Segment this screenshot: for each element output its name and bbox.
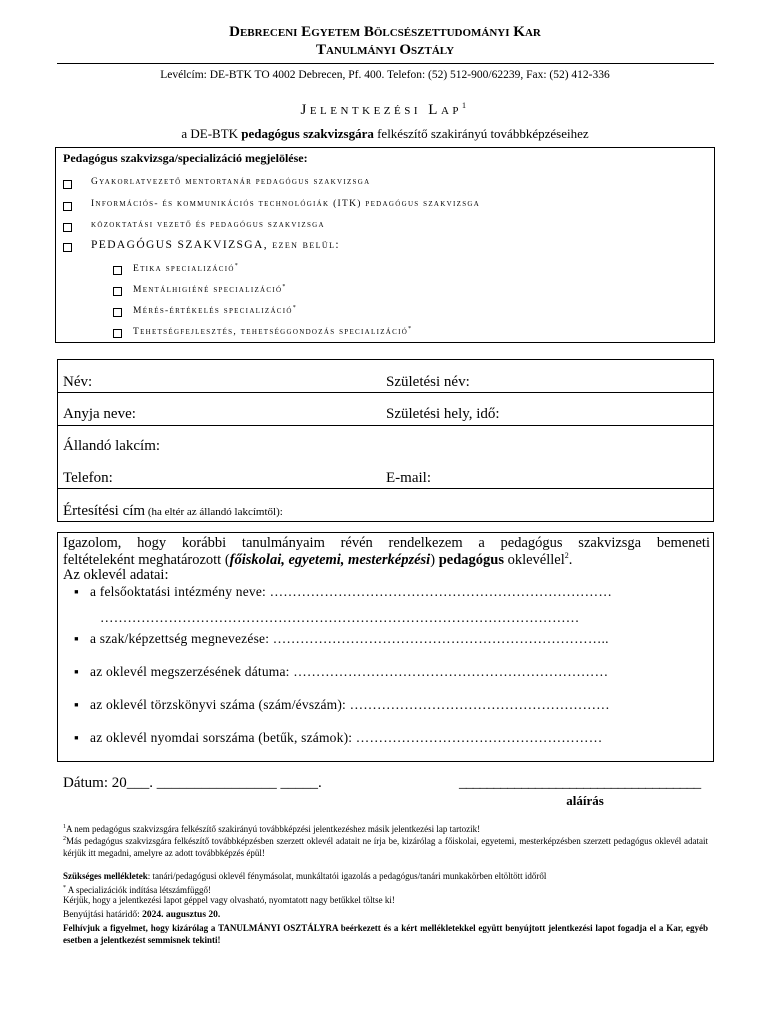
certification-line-1: Igazolom, hogy korábbi tanulmányaim révén rendelkezem a pedagógus szakvizsga bemeneti <box>63 535 710 551</box>
suboption-mentalhigiene-label: Mentálhigiéné specializáció* <box>133 284 287 296</box>
checkbox-meres-ertekeles[interactable] <box>113 308 122 317</box>
institution-name-continuation[interactable]: …………………………………………………………………………………………… <box>100 610 580 625</box>
selection-heading: Pedagógus szakvizsga/specializáció megjelölése: <box>63 151 308 165</box>
notification-address-note: (ha eltér az állandó lakcímtől): <box>145 506 283 518</box>
checkbox-pedagogus[interactable] <box>63 243 72 252</box>
title-footnote-ref: 1 <box>462 101 470 110</box>
institution-name: Debreceni Egyetem Bölcsészettudományi Kar <box>229 24 541 40</box>
permanent-address-field[interactable]: Állandó lakcím: <box>63 438 161 454</box>
subtitle-pre: a DE-BTK <box>181 126 242 141</box>
footnote-1: $^1$A nem pedagógus szakvizsgára felkészítő szakirányú továbbképzési jelentkezéshez másik jelentkezési lap tartozik! <box>63 824 481 834</box>
row-divider-2 <box>57 425 714 426</box>
mother-name-field[interactable]: Anyja neve: <box>63 406 136 422</box>
option-kozoktatasi-vezeto-label: közoktatási vezető és pedagógus szakvizsga <box>91 220 325 230</box>
subtitle-post: felkészítő szakirányú továbbképzéseihez <box>373 126 589 141</box>
signature-line[interactable]: ___________________________________ <box>459 775 701 791</box>
option-itk-label: Információs- és kommunikációs technológiák (ITK) pedagógus szakvizsga <box>91 199 481 209</box>
diploma-data-heading: Az oklevél adatai: <box>63 567 169 583</box>
submission-warning: Felhívjuk a figyelmet, hogy kizárólag a TANULMÁNYI OSZTÁLYRA beérkezett és a kért mellékletekkel együtt benyújtott jelentkezési lapot fogadja el a Kar, egyéb esetben a jelentkezést semmisnek tekinti! <box>63 923 708 945</box>
certification-line-2: feltételeként meghatározott (főiskolai, egyetemi, mesterképzési) pedagógus oklevéllel$^2$. <box>63 551 573 568</box>
form-subtitle <box>0 126 770 142</box>
signature-label: aláírás <box>566 793 604 808</box>
option-mentortanar-label: Gyakorlatvezető mentortanár pedagógus szakvizsga <box>91 177 371 187</box>
phone-field[interactable]: Telefon: <box>63 470 113 486</box>
fill-instruction: Kérjük, hogy a jelentkezési lapot géppel vagy olvasható, nyomtatott nagy betűkkel töltse ki! <box>63 895 395 905</box>
subtitle-bold: pedagógus szakvizsgára <box>241 126 374 141</box>
row-divider-3 <box>57 488 714 489</box>
form-title <box>0 101 770 119</box>
checkbox-kozoktatasi-vezeto[interactable] <box>63 223 72 232</box>
checkbox-mentortanar[interactable] <box>63 180 72 189</box>
department-name: Tanulmányi Osztály <box>315 42 455 58</box>
suboption-tehetsegfejlesztes-label: Tehetségfejlesztés, tehetséggondozás specializáció* <box>133 326 413 338</box>
deadline: Benyújtási határidő: 2024. augusztus 20. <box>63 910 221 920</box>
specialization-note: * A specializációk indítása létszámfüggő! <box>63 885 211 895</box>
checkbox-etika[interactable] <box>113 266 122 275</box>
birth-name-field[interactable]: Születési név: <box>386 374 470 390</box>
suboption-etika-label: Etika specializáció* <box>133 263 240 275</box>
footnote-2: $^2$Más pedagógus szakvizsgára felkészítő továbbképzésben szerzett oklevél adatait ne írja be, kizárólag a főiskolai, egyetemi, mesterképzésben szerzett pedagógus oklevél adatait kérjük itt megadni, amelyre az adott továbbképzés épül! <box>63 836 708 858</box>
attachments-note: Szükséges mellékletek: tanári/pedagógusi oklevél fénymásolat, munkáltatói igazolás a pedagógus/tanári munkakörben eltöltött időről <box>63 871 547 881</box>
email-field[interactable]: E-mail: <box>386 470 431 486</box>
checkbox-tehetsegfejlesztes[interactable] <box>113 329 122 338</box>
header-divider <box>57 63 714 64</box>
checkbox-mentalhigiene[interactable] <box>113 287 122 296</box>
option-pedagogus-label: PEDAGÓGUS SZAKVIZSGA, ezen belül: <box>91 239 340 251</box>
date-field[interactable]: Dátum: 20___. ________________ _____. <box>63 775 322 791</box>
suboption-meres-ertekeles-label: Mérés-értékelés specializáció* <box>133 305 298 317</box>
notification-address-label: Értesítési cím <box>63 503 146 519</box>
checkbox-itk[interactable] <box>63 202 72 211</box>
birth-place-date-field[interactable]: Születési hely, idő: <box>386 406 500 422</box>
contact-address: Levélcím: DE-BTK TO 4002 Debrecen, Pf. 400. Telefon: (52) 512-900/62239, Fax: (52) 412-336 <box>160 69 610 81</box>
form-title-text: Jelentkezési Lap <box>300 102 462 118</box>
name-field[interactable]: Név: <box>63 374 93 390</box>
row-divider-1 <box>57 392 714 393</box>
notification-address-field[interactable] <box>63 503 283 520</box>
